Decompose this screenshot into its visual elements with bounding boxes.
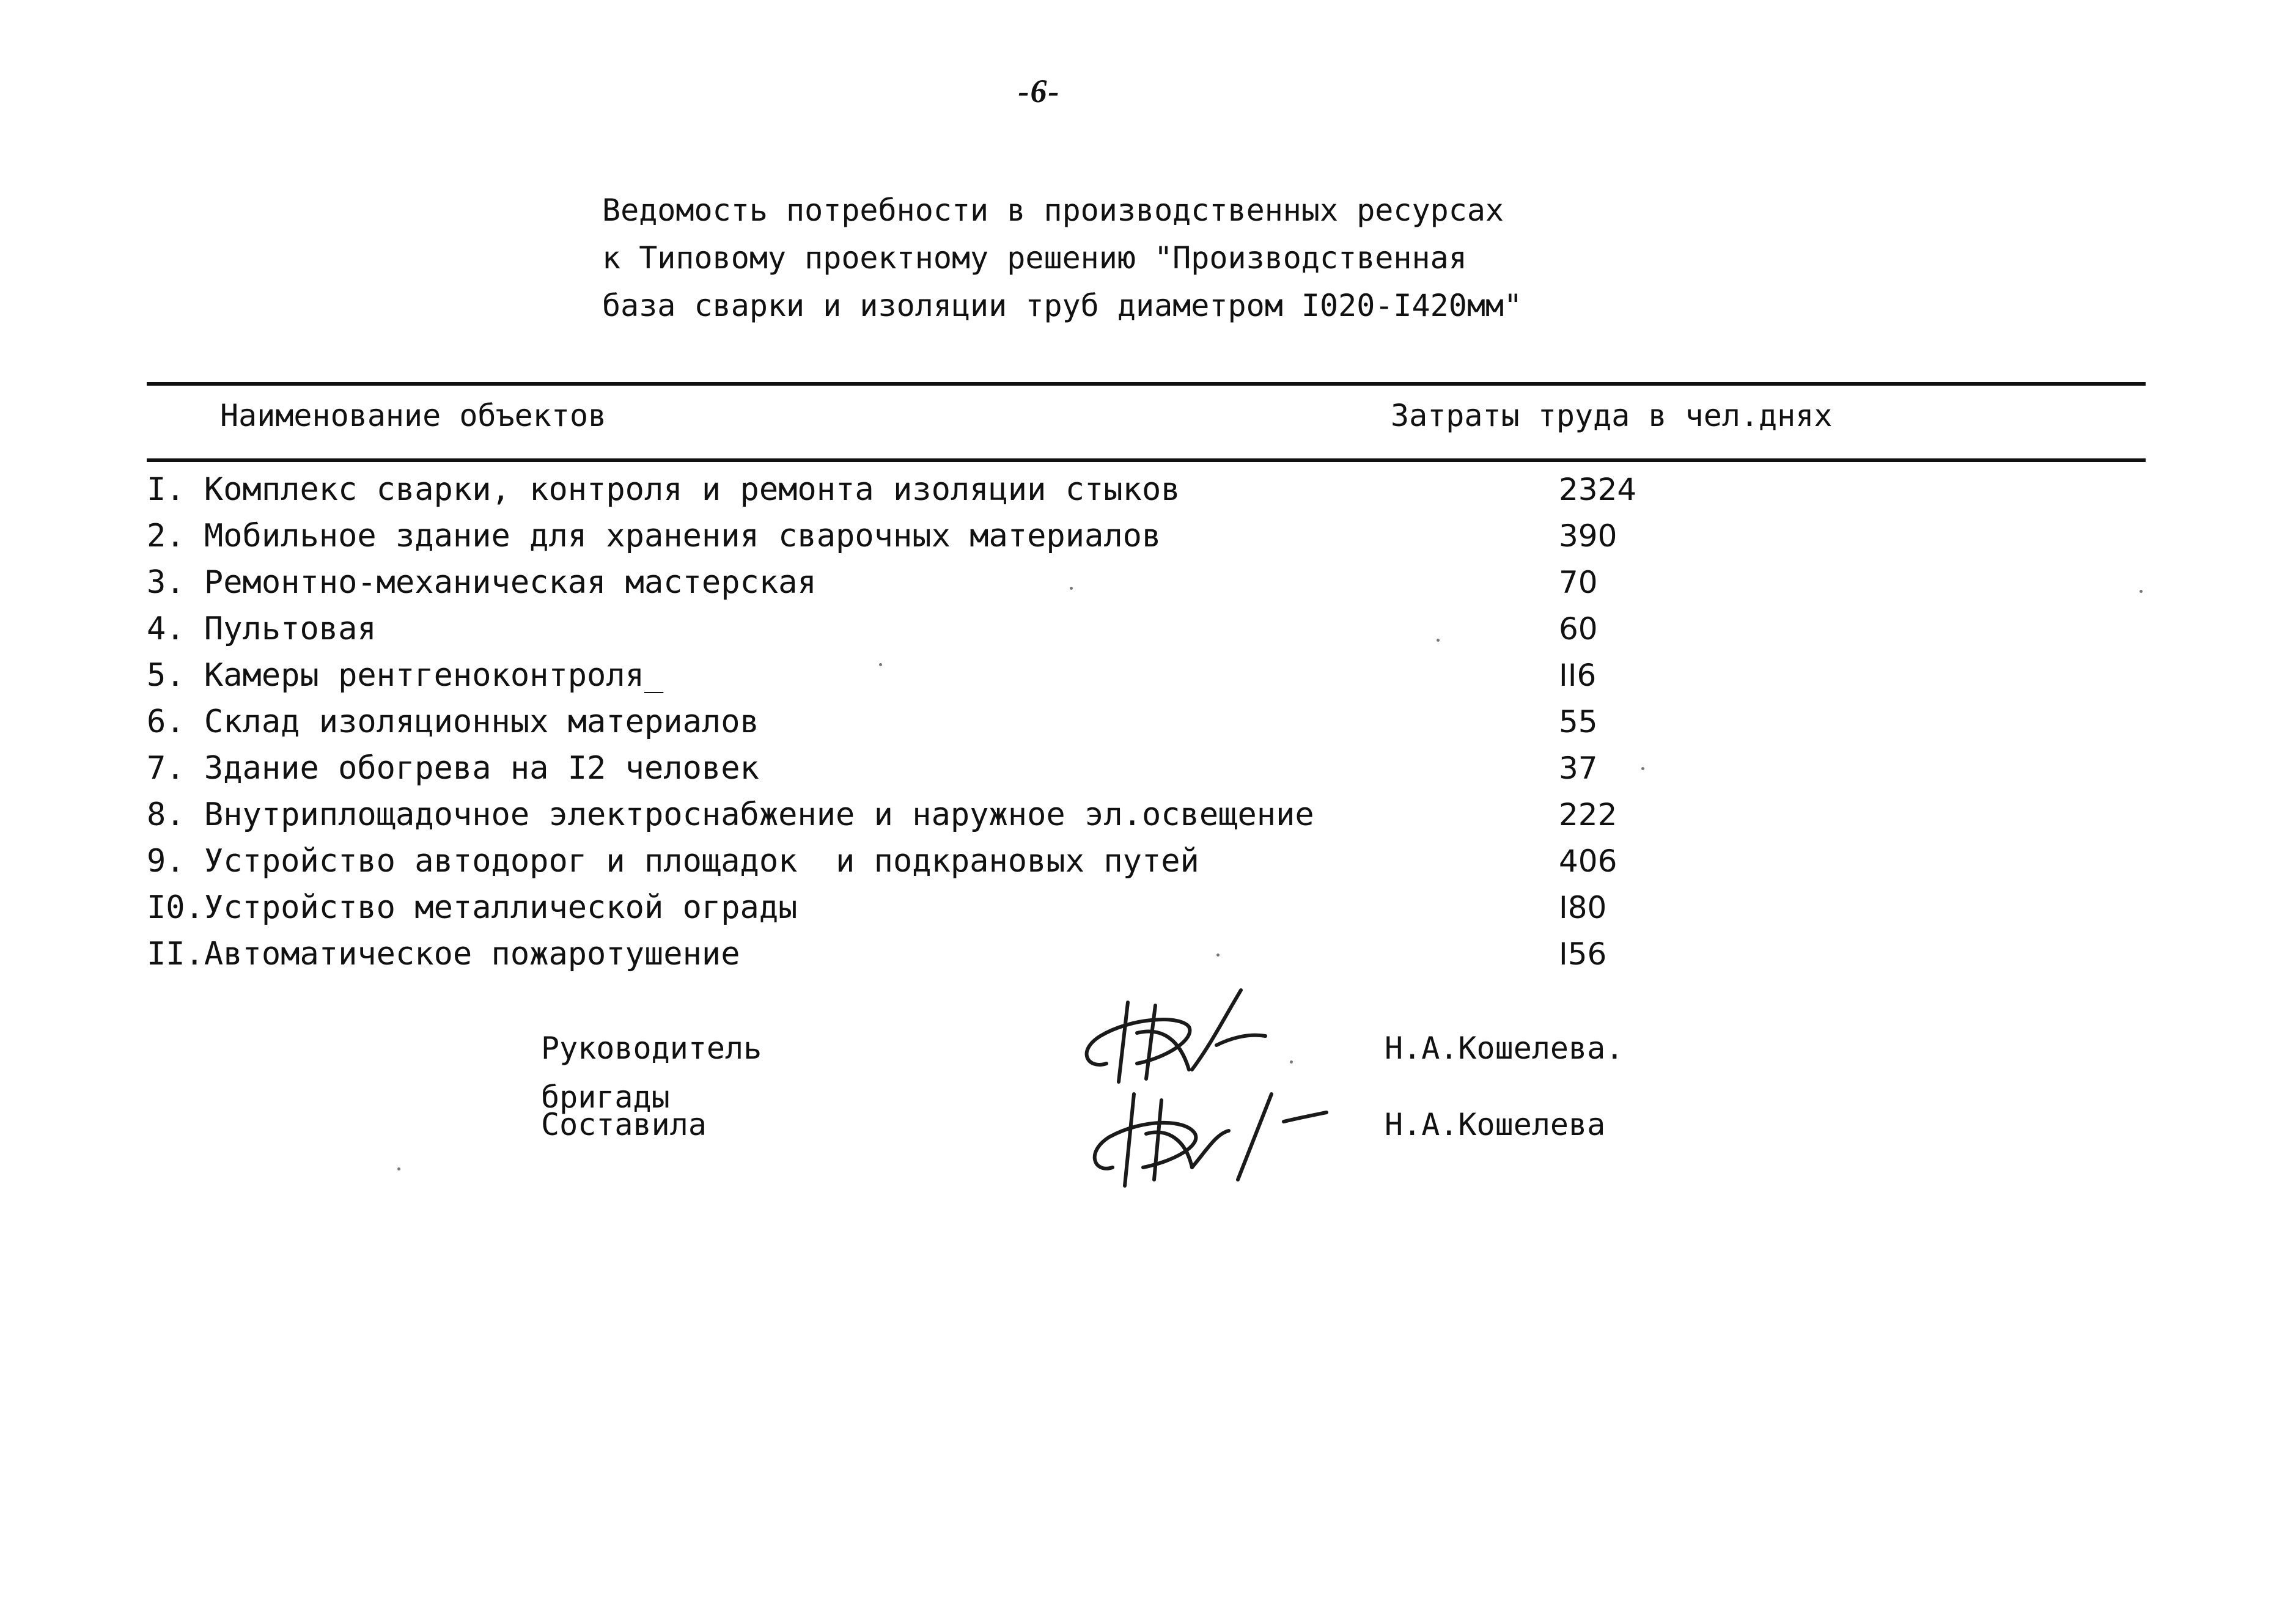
row-name: 7. Здание обогрева на I2 человек [147,750,759,787]
scan-speck [1216,953,1220,957]
row-name: 3. Ремонтно-механическая мастерская [147,564,817,601]
title-line-1: Ведомость потребности в производственных ресурсах [602,193,1504,228]
scan-speck [1437,639,1440,642]
row-value: II6 [1559,658,1597,693]
scan-speck [1070,587,1073,590]
table-header-rule [147,458,2146,462]
page-number: -6- [1018,73,1061,109]
handwritten-signature-2 [1076,1076,1333,1192]
scan-speck [2140,590,2143,593]
title-line-3: база сварки и изоляции труб диаметром I020-I420мм" [602,288,1523,323]
row-value: I56 [1559,936,1607,972]
scan-speck [397,1167,400,1170]
row-name: 2. Мобильное здание для хранения сварочных материалов [147,518,1161,554]
column-header-labor: Затраты труда в чел.днях [1391,398,1833,433]
row-name: I0.Устройство металлической ограды [147,889,798,926]
table-row [147,652,1981,699]
title-line-2: к Типовому проектному решению "Производственная [602,240,1467,276]
row-value: 2324 [1559,472,1637,507]
row-name: 4. Пультовая [147,611,377,647]
signature-name: Н.А.Кошелева [1385,1107,1606,1142]
table-row [147,606,1981,652]
table-top-rule [147,382,2146,386]
row-name: 6. Склад изоляционных материалов [147,704,759,740]
row-name: 8. Внутриплощадочное электроснабжение и наружное эл.освещение [147,796,1314,833]
row-value: 37 [1559,751,1598,786]
row-value: 406 [1559,843,1617,879]
signature-role: Составила [541,1107,707,1142]
table-row [147,792,1981,838]
signature-name: Н.А.Кошелева. [1385,1031,1624,1066]
table-row [147,884,1981,931]
row-name: I. Комплекс сварки, контроля и ремонта изоляции стыков [147,471,1180,508]
row-name: II.Автоматическое пожаротушение [147,936,740,972]
scan-speck [879,663,882,666]
table-row [147,699,1981,745]
column-header-name: Наименование объектов [220,398,607,433]
table-row [147,931,1981,977]
row-name: 9. Устройство автодорог и площадок и подкрановых путей [147,843,1199,880]
signature-role: Руководитель бригады [541,1031,762,1115]
scan-speck [1641,767,1644,770]
row-value: 390 [1559,518,1617,554]
row-value: 70 [1559,565,1598,600]
table-row [147,838,1981,884]
table-row [147,745,1981,792]
table-row [147,559,1981,606]
table-body [147,466,1981,977]
document-title [602,186,1522,329]
row-value: 60 [1559,611,1598,647]
table-row [147,513,1981,559]
row-name: 5. Камеры рентгеноконтроля_ [147,657,664,694]
scan-speck [1290,1060,1293,1064]
row-value: 222 [1559,797,1617,832]
row-value: 55 [1559,704,1598,740]
row-value: I80 [1559,890,1607,925]
table-row [147,466,1981,513]
